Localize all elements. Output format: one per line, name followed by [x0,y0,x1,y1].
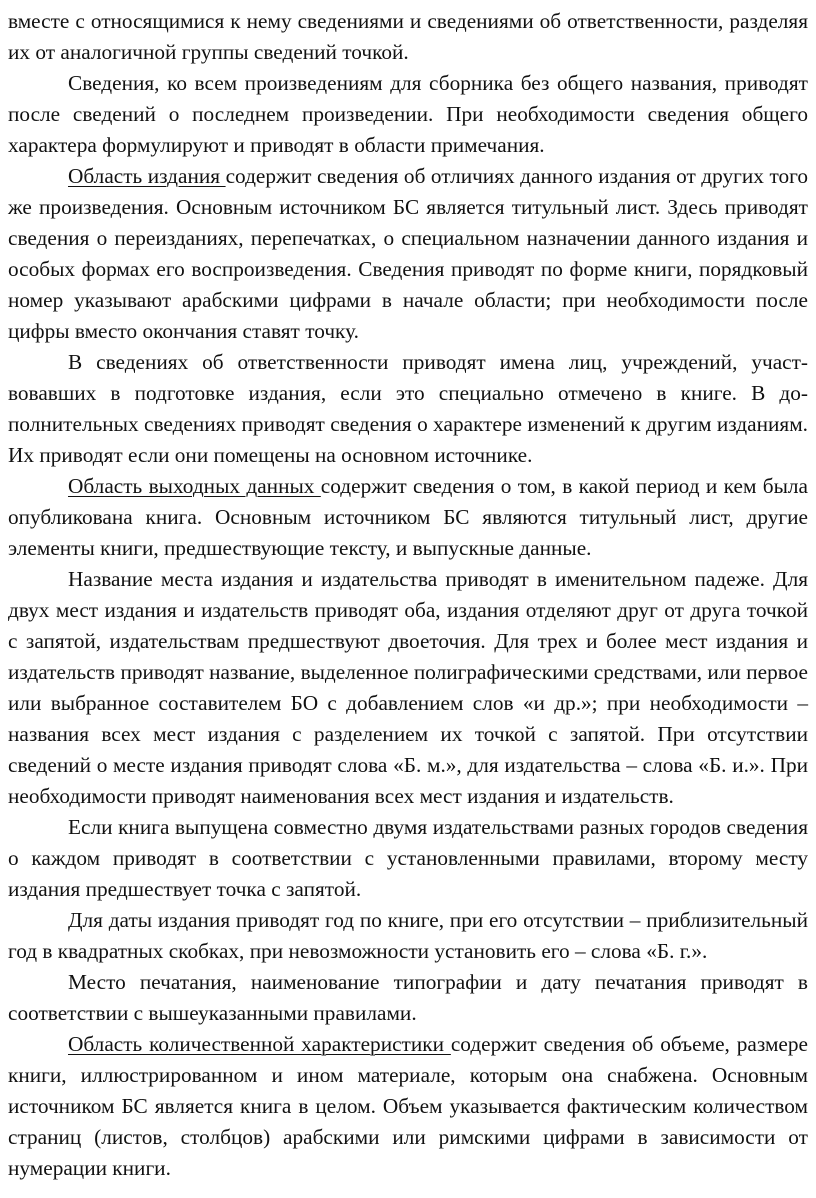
section-heading-edition-area: Область издания [68,164,226,188]
paragraph-joint-publishers [8,812,808,905]
paragraph-collection-details [8,68,808,161]
paragraph-printing-details [8,967,808,1029]
paragraph-place-publisher [8,564,808,812]
paragraph-text: Название места издания и издательства приводят в именительном падеже. Для двух мест издания и издательств приводят оба, издания отделяют друг от друга точкой с запятой, издательствам предшествуют двоеточия. Для трех и более мест издания и издательств приводят название, выделенное полиграфическими средствами, или первое или выбранное составителем БО с добавлением слов «и др.»; при необходимости – названия всех мест издания с разделением их точкой с запятой. При отсутствии сведений о месте издания приводят слова «Б. м.», для издательства – слова «Б. и.». При необходимости приводят наименования всех мест издания и издательств. [8,567,808,808]
paragraph-text: В сведениях об ответственности приводят имена лиц, учреждений, участвовавших в подготовке издания, если это специально отмечено в книге. В дополнительных сведениях приводят сведения о характере изменений к другим изданиям. Их приводят если они помещены на основном источнике. [8,350,808,467]
paragraph-physical-description-area [8,1029,808,1184]
paragraph-continuation [8,6,808,68]
paragraph-publication-date [8,905,808,967]
paragraph-publication-area [8,471,808,564]
paragraph-text: Сведения, ко всем произведениям для сборника без общего названия, приводят после сведений о последнем произведении. При необходимости сведения общего характера формулируют и приводят в области примечания. [8,71,808,157]
section-heading-physical-description-area: Область количественной характеристики [68,1032,451,1056]
paragraph-text: содержит сведения о том, в какой период и кем была опубликована книга. Основным источником БС являются титульный лист, другие элементы книги, предшествующие тексту, и выпускные данные. [8,474,809,560]
paragraph-text: Если книга выпущена совместно двумя издательствами разных городов сведения о каждом приводят в соответствии с установленными правилами, второму месту издания предшествует точка с запятой. [8,815,808,901]
paragraph-responsibility [8,347,808,471]
paragraph-text: содержит сведения об объеме, размере книги, иллюстрированном и ином материале, которым она снабжена. Основным источником БС является книга в целом. Объем указывается фактическим количеством страниц (листов, столбцов) арабскими или римскими цифрами в зависимости от нумерации книги. [8,1032,808,1180]
paragraph-text: содержит сведения об отличиях данного издания от других того же произведения. Основным источником БС является титульный лист. Здесь приводят сведения о переизданиях, перепечатках, о специальном назначении данного издания и особых формах его воспроизведения. Сведения приводят по форме книги, порядковый номер указывают арабскими цифрами в начале области; при необходимости после цифры вместо окончания ставят точку. [8,164,808,343]
section-heading-publication-area: Область выходных данных [68,474,321,498]
paragraph-text: Для даты издания приводят год по книге, при его отсутствии – приблизительный год в квадратных скобках, при невозможности установить его – слова «Б. г.». [8,908,808,963]
paragraph-text: вместе с относящимися к нему сведениями и сведениями об ответственности, разделяя их от аналогичной группы сведений точкой. [8,9,808,64]
paragraph-text: Место печатания, наименование типографии и дату печатания приводят в соответствии с вышеуказанными правилами. [8,970,808,1025]
paragraph-edition-area [8,161,808,347]
